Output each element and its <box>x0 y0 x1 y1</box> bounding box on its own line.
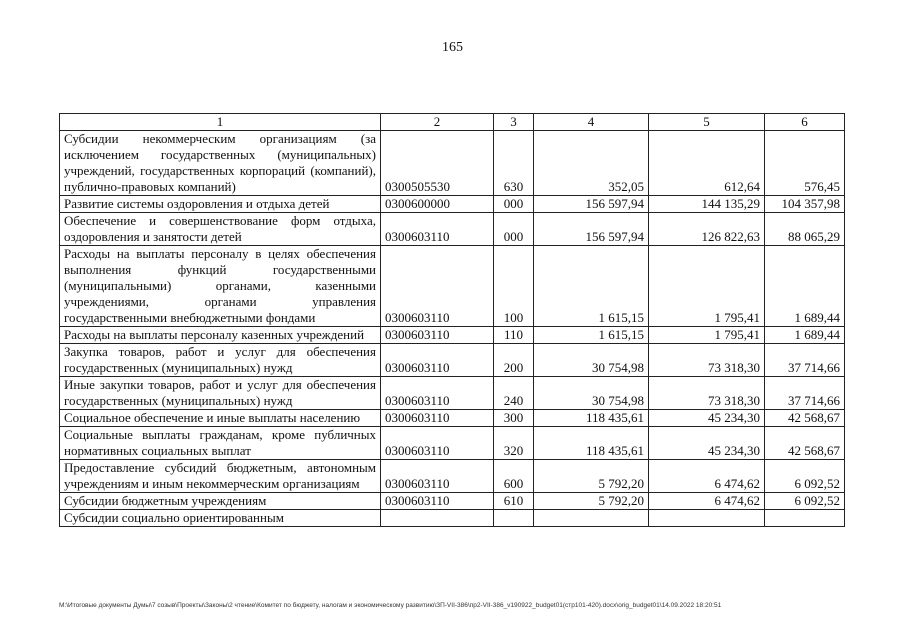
document-footer-path: M:\Итоговые документы Думы\7 созыв\Проекты\Законы\2 чтение\Комитет по бюджету, налогам и экономическому развитию\ЗП-VII-386\пр2-VII-386_v190922_budget01(стр101-420).docx\orig_budget01\14.09.2022 18:20:51 <box>59 602 722 609</box>
row-name: Иные закупки товаров, работ и услуг для обеспечения государственных (муниципальных) нужд <box>60 377 381 410</box>
table-row <box>60 427 845 460</box>
row-value-2: 1 795,41 <box>649 327 765 344</box>
row-value-2: 1 795,41 <box>649 246 765 327</box>
row-value-3 <box>765 510 845 527</box>
table-row <box>60 196 845 213</box>
row-value-1: 30 754,98 <box>534 377 649 410</box>
row-name: Обеспечение и совершенствование форм отдыха, оздоровления и занятости детей <box>60 213 381 246</box>
row-code: 0300600000 <box>381 196 494 213</box>
row-value-1: 1 615,15 <box>534 246 649 327</box>
row-vr: 300 <box>494 410 534 427</box>
table-row <box>60 460 845 493</box>
table-row <box>60 327 845 344</box>
row-value-1: 352,05 <box>534 131 649 196</box>
column-header: 1 <box>60 114 381 131</box>
row-code: 0300505530 <box>381 131 494 196</box>
row-name: Расходы на выплаты персоналу казенных учреждений <box>60 327 381 344</box>
row-value-2 <box>649 510 765 527</box>
row-name: Закупка товаров, работ и услуг для обеспечения государственных (муниципальных) нужд <box>60 344 381 377</box>
row-value-2: 144 135,29 <box>649 196 765 213</box>
page-number: 165 <box>442 40 463 55</box>
row-value-1: 156 597,94 <box>534 213 649 246</box>
column-header: 2 <box>381 114 494 131</box>
row-code: 0300603110 <box>381 427 494 460</box>
row-code: 0300603110 <box>381 327 494 344</box>
row-value-1: 118 435,61 <box>534 410 649 427</box>
row-code: 0300603110 <box>381 246 494 327</box>
row-value-3: 104 357,98 <box>765 196 845 213</box>
row-vr: 600 <box>494 460 534 493</box>
table-header-row <box>60 114 845 131</box>
row-name: Социальные выплаты гражданам, кроме публичных нормативных социальных выплат <box>60 427 381 460</box>
table-row <box>60 493 845 510</box>
row-value-1: 30 754,98 <box>534 344 649 377</box>
row-value-1: 118 435,61 <box>534 427 649 460</box>
row-code: 0300603110 <box>381 493 494 510</box>
row-value-1 <box>534 510 649 527</box>
row-value-2: 612,64 <box>649 131 765 196</box>
row-code: 0300603110 <box>381 377 494 410</box>
row-code: 0300603110 <box>381 410 494 427</box>
row-name: Субсидии некоммерческим организациям (за исключением государственных (муниципальных) учреждений, государственных корпораций (компаний), публично-правовых компаний) <box>60 131 381 196</box>
table-row <box>60 131 845 196</box>
table-row <box>60 213 845 246</box>
row-value-2: 126 822,63 <box>649 213 765 246</box>
row-name: Развитие системы оздоровления и отдыха детей <box>60 196 381 213</box>
table-row <box>60 344 845 377</box>
column-header: 5 <box>649 114 765 131</box>
row-vr: 320 <box>494 427 534 460</box>
row-vr: 110 <box>494 327 534 344</box>
row-value-3: 1 689,44 <box>765 246 845 327</box>
row-name: Социальное обеспечение и иные выплаты населению <box>60 410 381 427</box>
budget-table <box>59 113 845 527</box>
row-value-3: 6 092,52 <box>765 493 845 510</box>
row-vr: 240 <box>494 377 534 410</box>
row-vr: 630 <box>494 131 534 196</box>
row-value-2: 73 318,30 <box>649 344 765 377</box>
row-value-1: 5 792,20 <box>534 460 649 493</box>
row-code <box>381 510 494 527</box>
column-header: 6 <box>765 114 845 131</box>
row-value-1: 156 597,94 <box>534 196 649 213</box>
row-value-2: 45 234,30 <box>649 427 765 460</box>
row-value-3: 42 568,67 <box>765 410 845 427</box>
row-name: Субсидии бюджетным учреждениям <box>60 493 381 510</box>
row-value-2: 6 474,62 <box>649 460 765 493</box>
row-value-3: 37 714,66 <box>765 344 845 377</box>
table-row <box>60 377 845 410</box>
row-name: Субсидии социально ориентированным <box>60 510 381 527</box>
row-vr: 000 <box>494 213 534 246</box>
row-value-3: 42 568,67 <box>765 427 845 460</box>
row-value-3: 1 689,44 <box>765 327 845 344</box>
table-row <box>60 246 845 327</box>
row-value-3: 576,45 <box>765 131 845 196</box>
row-code: 0300603110 <box>381 460 494 493</box>
row-name: Расходы на выплаты персоналу в целях обеспечения выполнения функций государственными (муниципальными) органами, казенными учреждениями, органами управления государственными внебюджетными фондами <box>60 246 381 327</box>
row-vr: 100 <box>494 246 534 327</box>
row-value-3: 37 714,66 <box>765 377 845 410</box>
row-code: 0300603110 <box>381 213 494 246</box>
column-header: 4 <box>534 114 649 131</box>
row-value-1: 1 615,15 <box>534 327 649 344</box>
row-vr: 000 <box>494 196 534 213</box>
column-header: 3 <box>494 114 534 131</box>
row-value-2: 73 318,30 <box>649 377 765 410</box>
row-value-2: 6 474,62 <box>649 493 765 510</box>
row-code: 0300603110 <box>381 344 494 377</box>
row-name: Предоставление субсидий бюджетным, автономным учреждениям и иным некоммерческим организациям <box>60 460 381 493</box>
row-vr <box>494 510 534 527</box>
table-row <box>60 510 845 527</box>
row-value-1: 5 792,20 <box>534 493 649 510</box>
row-value-3: 6 092,52 <box>765 460 845 493</box>
row-vr: 610 <box>494 493 534 510</box>
row-value-3: 88 065,29 <box>765 213 845 246</box>
table-row <box>60 410 845 427</box>
row-value-2: 45 234,30 <box>649 410 765 427</box>
row-vr: 200 <box>494 344 534 377</box>
